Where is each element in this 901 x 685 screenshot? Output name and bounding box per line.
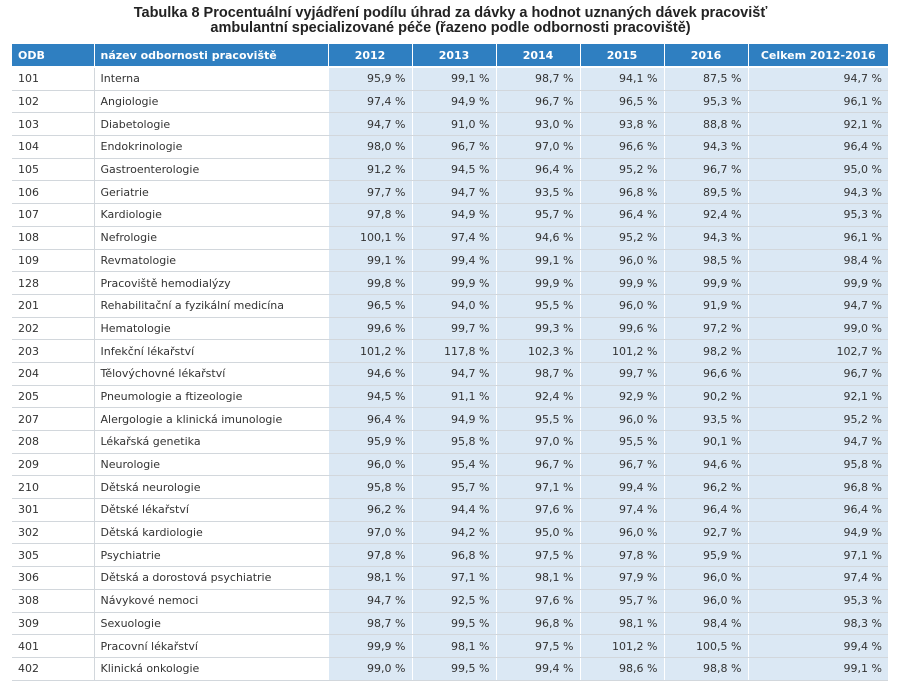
value-2013-cell: 94,4 %: [412, 499, 496, 522]
table-row: [12, 317, 888, 340]
value-2015-cell: 95,7 %: [580, 589, 664, 612]
column-header-2013: 2013: [412, 44, 496, 67]
value-2013-cell: 96,8 %: [412, 544, 496, 567]
specialty-name-cell: Endokrinologie: [94, 136, 328, 159]
odb-cell: 207: [12, 408, 94, 431]
value-total-cell: 94,7 %: [748, 431, 888, 454]
value-2014-cell: 97,5 %: [496, 544, 580, 567]
value-2016-cell: 91,9 %: [664, 294, 748, 317]
odb-cell: 402: [12, 657, 94, 680]
table-row: [12, 226, 888, 249]
value-2016-cell: 90,2 %: [664, 385, 748, 408]
value-2016-cell: 98,8 %: [664, 657, 748, 680]
table-row: [12, 294, 888, 317]
table-row: [12, 476, 888, 499]
value-2013-cell: 95,8 %: [412, 431, 496, 454]
specialty-name-cell: Dětská a dorostová psychiatrie: [94, 567, 328, 590]
value-2013-cell: 99,7 %: [412, 317, 496, 340]
value-2014-cell: 99,9 %: [496, 272, 580, 295]
odb-cell: 106: [12, 181, 94, 204]
odb-cell: 128: [12, 272, 94, 295]
value-2016-cell: 98,4 %: [664, 612, 748, 635]
specialty-name-cell: Infekční lékařství: [94, 340, 328, 363]
value-2016-cell: 92,4 %: [664, 204, 748, 227]
specialty-name-cell: Kardiologie: [94, 204, 328, 227]
value-2013-cell: 92,5 %: [412, 589, 496, 612]
value-2014-cell: 98,7 %: [496, 67, 580, 90]
specialty-name-cell: Dětská neurologie: [94, 476, 328, 499]
value-total-cell: 96,1 %: [748, 226, 888, 249]
value-2012-cell: 99,9 %: [328, 635, 412, 658]
specialty-name-cell: Lékařská genetika: [94, 431, 328, 454]
value-2016-cell: 93,5 %: [664, 408, 748, 431]
odb-cell: 201: [12, 294, 94, 317]
odb-cell: 306: [12, 567, 94, 590]
value-2016-cell: 95,9 %: [664, 544, 748, 567]
value-2014-cell: 98,1 %: [496, 567, 580, 590]
table-row: [12, 136, 888, 159]
value-2013-cell: 95,7 %: [412, 476, 496, 499]
value-2012-cell: 94,7 %: [328, 589, 412, 612]
value-total-cell: 94,7 %: [748, 67, 888, 90]
value-2015-cell: 98,1 %: [580, 612, 664, 635]
odb-cell: 401: [12, 635, 94, 658]
specialty-name-cell: Interna: [94, 67, 328, 90]
value-total-cell: 96,8 %: [748, 476, 888, 499]
value-2015-cell: 96,4 %: [580, 204, 664, 227]
value-total-cell: 94,9 %: [748, 521, 888, 544]
odb-cell: 209: [12, 453, 94, 476]
value-2016-cell: 96,6 %: [664, 362, 748, 385]
value-2012-cell: 96,2 %: [328, 499, 412, 522]
column-header-2016: 2016: [664, 44, 748, 67]
value-2015-cell: 96,6 %: [580, 136, 664, 159]
value-2014-cell: 97,6 %: [496, 589, 580, 612]
table-row: [12, 589, 888, 612]
value-2015-cell: 97,8 %: [580, 544, 664, 567]
specialty-name-cell: Psychiatrie: [94, 544, 328, 567]
value-total-cell: 96,7 %: [748, 362, 888, 385]
value-2012-cell: 95,9 %: [328, 67, 412, 90]
value-2015-cell: 96,0 %: [580, 249, 664, 272]
specialty-name-cell: Revmatologie: [94, 249, 328, 272]
value-2015-cell: 99,4 %: [580, 476, 664, 499]
value-2016-cell: 96,0 %: [664, 589, 748, 612]
value-2012-cell: 97,4 %: [328, 90, 412, 113]
value-2012-cell: 94,5 %: [328, 385, 412, 408]
value-total-cell: 95,0 %: [748, 158, 888, 181]
value-2013-cell: 94,9 %: [412, 204, 496, 227]
table-row: [12, 408, 888, 431]
value-total-cell: 96,1 %: [748, 90, 888, 113]
value-2014-cell: 97,5 %: [496, 635, 580, 658]
value-2012-cell: 95,8 %: [328, 476, 412, 499]
odb-cell: 203: [12, 340, 94, 363]
value-2012-cell: 101,2 %: [328, 340, 412, 363]
value-2015-cell: 99,9 %: [580, 272, 664, 295]
value-total-cell: 92,1 %: [748, 113, 888, 136]
value-2015-cell: 98,6 %: [580, 657, 664, 680]
specialty-name-cell: Angiologie: [94, 90, 328, 113]
value-2013-cell: 94,0 %: [412, 294, 496, 317]
value-2012-cell: 97,7 %: [328, 181, 412, 204]
value-2015-cell: 92,9 %: [580, 385, 664, 408]
value-2012-cell: 99,1 %: [328, 249, 412, 272]
table-row: [12, 567, 888, 590]
value-2015-cell: 93,8 %: [580, 113, 664, 136]
table-row: [12, 181, 888, 204]
value-total-cell: 96,4 %: [748, 499, 888, 522]
value-2012-cell: 97,8 %: [328, 544, 412, 567]
table-row: [12, 521, 888, 544]
value-2014-cell: 95,0 %: [496, 521, 580, 544]
table-row: [12, 340, 888, 363]
value-2012-cell: 99,8 %: [328, 272, 412, 295]
value-2016-cell: 92,7 %: [664, 521, 748, 544]
value-total-cell: 95,8 %: [748, 453, 888, 476]
table-row: [12, 612, 888, 635]
value-2016-cell: 100,5 %: [664, 635, 748, 658]
value-2012-cell: 98,7 %: [328, 612, 412, 635]
value-2015-cell: 94,1 %: [580, 67, 664, 90]
value-2014-cell: 95,5 %: [496, 294, 580, 317]
value-2016-cell: 96,0 %: [664, 567, 748, 590]
value-2014-cell: 95,5 %: [496, 408, 580, 431]
value-2012-cell: 91,2 %: [328, 158, 412, 181]
value-total-cell: 97,4 %: [748, 567, 888, 590]
value-2014-cell: 97,1 %: [496, 476, 580, 499]
odb-cell: 107: [12, 204, 94, 227]
odb-cell: 301: [12, 499, 94, 522]
value-2015-cell: 101,2 %: [580, 635, 664, 658]
value-2013-cell: 94,2 %: [412, 521, 496, 544]
value-2016-cell: 89,5 %: [664, 181, 748, 204]
odb-cell: 105: [12, 158, 94, 181]
specialty-name-cell: Rehabilitační a fyzikální medicína: [94, 294, 328, 317]
column-header-total: Celkem 2012-2016: [748, 44, 888, 67]
value-2016-cell: 95,3 %: [664, 90, 748, 113]
column-header-2015: 2015: [580, 44, 664, 67]
value-2015-cell: 96,0 %: [580, 521, 664, 544]
odb-cell: 102: [12, 90, 94, 113]
value-2013-cell: 94,7 %: [412, 181, 496, 204]
value-2014-cell: 99,4 %: [496, 657, 580, 680]
value-2014-cell: 97,0 %: [496, 136, 580, 159]
table-row: [12, 158, 888, 181]
specialty-name-cell: Sexuologie: [94, 612, 328, 635]
value-2015-cell: 96,0 %: [580, 408, 664, 431]
value-2015-cell: 95,5 %: [580, 431, 664, 454]
value-2015-cell: 99,7 %: [580, 362, 664, 385]
value-total-cell: 95,3 %: [748, 589, 888, 612]
odb-cell: 101: [12, 67, 94, 90]
value-2012-cell: 96,0 %: [328, 453, 412, 476]
value-2013-cell: 99,9 %: [412, 272, 496, 295]
value-2016-cell: 96,2 %: [664, 476, 748, 499]
value-2016-cell: 96,7 %: [664, 158, 748, 181]
specialty-name-cell: Dětská kardiologie: [94, 521, 328, 544]
value-2012-cell: 99,0 %: [328, 657, 412, 680]
table-caption: [0, 6, 901, 36]
value-2015-cell: 96,8 %: [580, 181, 664, 204]
column-header-2012: 2012: [328, 44, 412, 67]
value-total-cell: 97,1 %: [748, 544, 888, 567]
table-row: [12, 635, 888, 658]
value-2012-cell: 100,1 %: [328, 226, 412, 249]
odb-cell: 104: [12, 136, 94, 159]
odb-cell: 109: [12, 249, 94, 272]
value-2013-cell: 117,8 %: [412, 340, 496, 363]
odb-cell: 309: [12, 612, 94, 635]
specialty-name-cell: Nefrologie: [94, 226, 328, 249]
column-header-name: název odbornosti pracoviště: [94, 44, 328, 67]
value-2012-cell: 99,6 %: [328, 317, 412, 340]
value-2013-cell: 98,1 %: [412, 635, 496, 658]
value-2013-cell: 94,9 %: [412, 90, 496, 113]
value-2016-cell: 88,8 %: [664, 113, 748, 136]
value-2014-cell: 93,5 %: [496, 181, 580, 204]
odb-cell: 302: [12, 521, 94, 544]
value-2012-cell: 98,0 %: [328, 136, 412, 159]
value-total-cell: 94,7 %: [748, 294, 888, 317]
table-row: [12, 657, 888, 680]
value-total-cell: 98,3 %: [748, 612, 888, 635]
table-caption-line-2: ambulantní specializované péče (řazeno podle odbornosti pracoviště): [210, 20, 691, 36]
value-2014-cell: 96,8 %: [496, 612, 580, 635]
odb-cell: 202: [12, 317, 94, 340]
value-2016-cell: 98,5 %: [664, 249, 748, 272]
specialty-name-cell: Hematologie: [94, 317, 328, 340]
odb-cell: 308: [12, 589, 94, 612]
specialty-name-cell: Pracoviště hemodialýzy: [94, 272, 328, 295]
value-2016-cell: 94,3 %: [664, 226, 748, 249]
specialty-name-cell: Klinická onkologie: [94, 657, 328, 680]
odb-cell: 204: [12, 362, 94, 385]
value-2013-cell: 94,7 %: [412, 362, 496, 385]
specialty-name-cell: Pneumologie a ftizeologie: [94, 385, 328, 408]
value-2016-cell: 87,5 %: [664, 67, 748, 90]
value-2013-cell: 99,5 %: [412, 612, 496, 635]
value-2012-cell: 96,4 %: [328, 408, 412, 431]
value-2014-cell: 96,7 %: [496, 90, 580, 113]
value-2015-cell: 96,7 %: [580, 453, 664, 476]
table-row: [12, 90, 888, 113]
table-row: [12, 272, 888, 295]
value-2014-cell: 96,4 %: [496, 158, 580, 181]
table-row: [12, 385, 888, 408]
table-row: [12, 544, 888, 567]
table-row: [12, 499, 888, 522]
value-total-cell: 99,9 %: [748, 272, 888, 295]
odb-cell: 205: [12, 385, 94, 408]
value-2014-cell: 97,6 %: [496, 499, 580, 522]
value-2012-cell: 97,8 %: [328, 204, 412, 227]
value-2016-cell: 94,6 %: [664, 453, 748, 476]
value-total-cell: 99,4 %: [748, 635, 888, 658]
value-2015-cell: 95,2 %: [580, 226, 664, 249]
value-2012-cell: 96,5 %: [328, 294, 412, 317]
specialty-name-cell: Pracovní lékařství: [94, 635, 328, 658]
specialty-name-cell: Dětské lékařství: [94, 499, 328, 522]
specialty-name-cell: Návykové nemoci: [94, 589, 328, 612]
value-2012-cell: 94,7 %: [328, 113, 412, 136]
value-2016-cell: 99,9 %: [664, 272, 748, 295]
value-2013-cell: 97,4 %: [412, 226, 496, 249]
value-2013-cell: 96,7 %: [412, 136, 496, 159]
table-row: [12, 431, 888, 454]
value-total-cell: 94,3 %: [748, 181, 888, 204]
specialty-name-cell: Gastroenterologie: [94, 158, 328, 181]
table-body: [12, 67, 888, 680]
specialty-name-cell: Tělovýchovné lékařství: [94, 362, 328, 385]
odb-cell: 305: [12, 544, 94, 567]
value-total-cell: 96,4 %: [748, 136, 888, 159]
value-total-cell: 95,3 %: [748, 204, 888, 227]
value-2014-cell: 99,1 %: [496, 249, 580, 272]
value-total-cell: 99,1 %: [748, 657, 888, 680]
value-2016-cell: 90,1 %: [664, 431, 748, 454]
value-total-cell: 95,2 %: [748, 408, 888, 431]
data-table: [12, 44, 888, 681]
value-2013-cell: 95,4 %: [412, 453, 496, 476]
value-2014-cell: 98,7 %: [496, 362, 580, 385]
column-header-odb: ODB: [12, 44, 94, 67]
odb-cell: 103: [12, 113, 94, 136]
specialty-name-cell: Neurologie: [94, 453, 328, 476]
value-2013-cell: 91,0 %: [412, 113, 496, 136]
value-2014-cell: 102,3 %: [496, 340, 580, 363]
value-2015-cell: 96,5 %: [580, 90, 664, 113]
table-row: [12, 67, 888, 90]
value-total-cell: 98,4 %: [748, 249, 888, 272]
value-2012-cell: 97,0 %: [328, 521, 412, 544]
specialty-name-cell: Alergologie a klinická imunologie: [94, 408, 328, 431]
value-2013-cell: 94,9 %: [412, 408, 496, 431]
odb-cell: 210: [12, 476, 94, 499]
odb-cell: 108: [12, 226, 94, 249]
value-2014-cell: 99,3 %: [496, 317, 580, 340]
value-total-cell: 92,1 %: [748, 385, 888, 408]
value-2015-cell: 97,4 %: [580, 499, 664, 522]
table-row: [12, 362, 888, 385]
specialty-name-cell: Geriatrie: [94, 181, 328, 204]
value-2016-cell: 94,3 %: [664, 136, 748, 159]
value-2013-cell: 99,1 %: [412, 67, 496, 90]
odb-cell: 208: [12, 431, 94, 454]
value-2014-cell: 94,6 %: [496, 226, 580, 249]
column-header-2014: 2014: [496, 44, 580, 67]
value-2013-cell: 99,5 %: [412, 657, 496, 680]
specialty-name-cell: Diabetologie: [94, 113, 328, 136]
table-row: [12, 249, 888, 272]
value-2016-cell: 97,2 %: [664, 317, 748, 340]
value-2013-cell: 91,1 %: [412, 385, 496, 408]
value-2013-cell: 94,5 %: [412, 158, 496, 181]
value-2015-cell: 97,9 %: [580, 567, 664, 590]
table-row: [12, 113, 888, 136]
value-2014-cell: 92,4 %: [496, 385, 580, 408]
table-caption-line-1: Tabulka 8 Procentuální vyjádření podílu úhrad za dávky a hodnot uznaných dávek pracovišť: [133, 5, 768, 21]
value-total-cell: 102,7 %: [748, 340, 888, 363]
value-2014-cell: 95,7 %: [496, 204, 580, 227]
value-2014-cell: 93,0 %: [496, 113, 580, 136]
table-row: [12, 204, 888, 227]
table-row: [12, 453, 888, 476]
value-2013-cell: 97,1 %: [412, 567, 496, 590]
value-2015-cell: 99,6 %: [580, 317, 664, 340]
value-2015-cell: 101,2 %: [580, 340, 664, 363]
value-2015-cell: 96,0 %: [580, 294, 664, 317]
value-2013-cell: 99,4 %: [412, 249, 496, 272]
value-2012-cell: 94,6 %: [328, 362, 412, 385]
value-2016-cell: 98,2 %: [664, 340, 748, 363]
value-2015-cell: 95,2 %: [580, 158, 664, 181]
value-2014-cell: 97,0 %: [496, 431, 580, 454]
value-2012-cell: 98,1 %: [328, 567, 412, 590]
value-2016-cell: 96,4 %: [664, 499, 748, 522]
header-row: [12, 44, 888, 67]
value-2012-cell: 95,9 %: [328, 431, 412, 454]
value-2014-cell: 96,7 %: [496, 453, 580, 476]
value-total-cell: 99,0 %: [748, 317, 888, 340]
